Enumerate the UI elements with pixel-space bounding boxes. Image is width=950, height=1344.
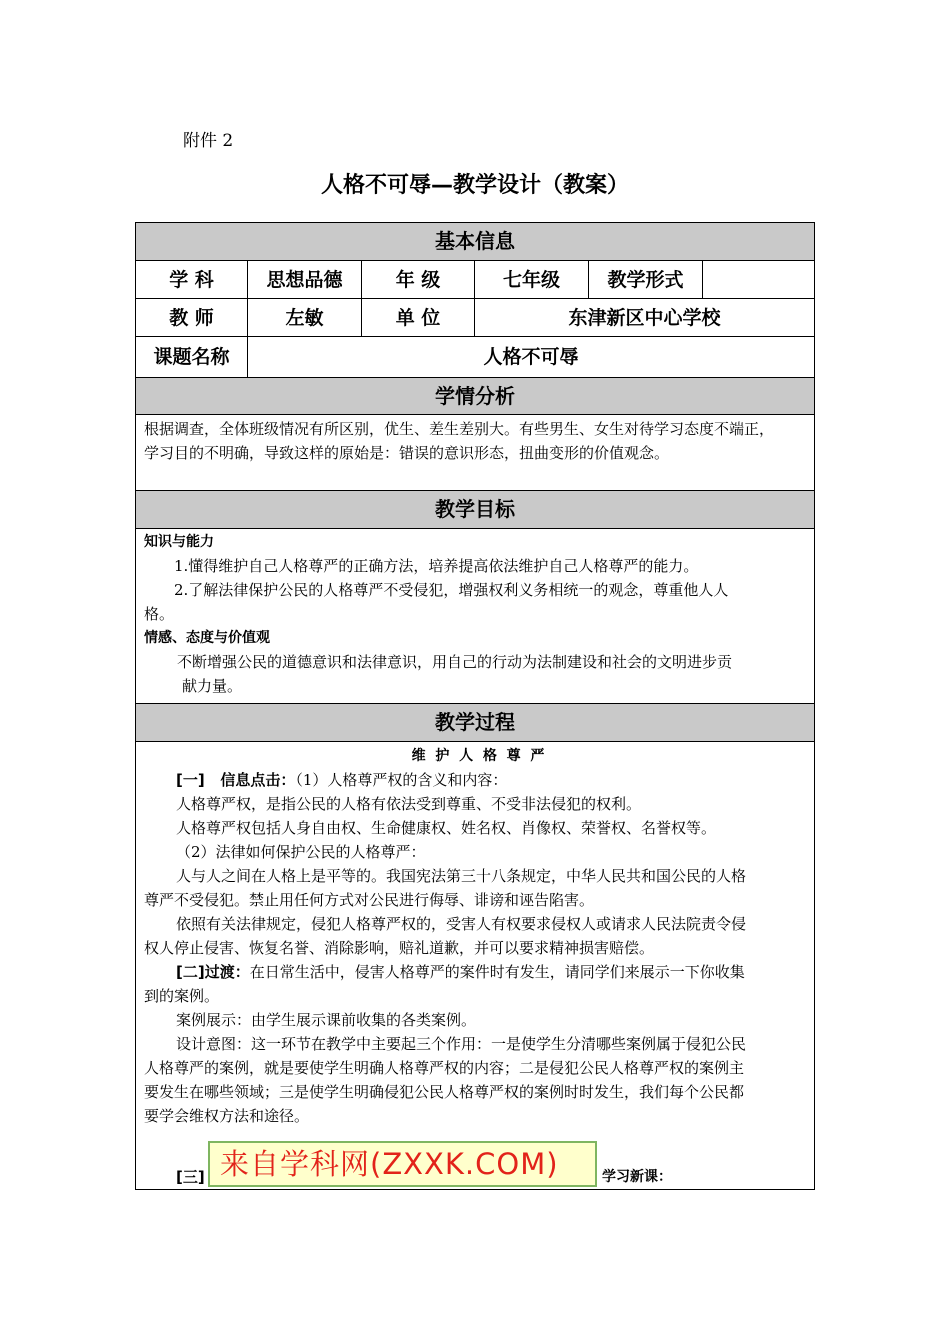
grade-value: 七年级 bbox=[502, 269, 560, 291]
teacher-label: 教 师 bbox=[169, 307, 214, 329]
watermark-logo: 来自学科网(ZXXK.COM) bbox=[208, 1141, 597, 1187]
topic-value: 人格不可辱 bbox=[483, 346, 579, 368]
topic-label: 课题名称 bbox=[153, 346, 230, 368]
goal-item-continued: 献力量。 bbox=[182, 677, 243, 695]
section-teaching-goals: 教学目标 bbox=[136, 490, 814, 529]
section-teaching-process: 教学过程 bbox=[136, 703, 814, 742]
step-three-label: [三] bbox=[176, 1168, 205, 1186]
process-paragraph: （2）法律如何保护公民的人格尊严： bbox=[176, 843, 426, 861]
step-one-text: （1）人格尊严权的含义和内容： bbox=[295, 771, 508, 789]
col-divider bbox=[588, 261, 589, 299]
process-paragraph-continued: 权人停止侵害、恢复名誉、消除影响，赔礼道歉，并可以要求精神损害赔偿。 bbox=[144, 939, 655, 957]
goal-item: 1.懂得维护自己人格尊严的正确方法，培养提高依法维护自己人格尊严的能力。 bbox=[174, 557, 699, 575]
process-text bbox=[144, 744, 812, 1128]
teaching-form-value bbox=[703, 261, 814, 299]
step-two-text: 在日常生活中，侵害人格尊严的案件时有发生，请同学们来展示一下你收集 bbox=[249, 963, 745, 981]
subject-label: 学 科 bbox=[169, 269, 214, 291]
teaching-form-label: 教学形式 bbox=[607, 269, 684, 291]
attachment-label: 附件 2 bbox=[183, 131, 234, 151]
step-three-tail: 学习新课： bbox=[602, 1169, 672, 1185]
unit-value: 东津新区中心学校 bbox=[568, 307, 721, 329]
goals-text bbox=[144, 530, 812, 698]
analysis-text bbox=[144, 417, 814, 465]
col-divider bbox=[361, 261, 362, 337]
analysis-line: 根据调查，全体班级情况有所区别，优生、差生差别大。有些男生、女生对待学习态度不端正， bbox=[144, 420, 775, 438]
process-paragraph: 人格尊严权包括人身自由权、生命健康权、姓名权、肖像权、荣誉权、名誉权等。 bbox=[176, 819, 717, 837]
goal-item-continued: 格。 bbox=[144, 605, 175, 623]
process-paragraph: 依照有关法律规定，侵犯人格尊严权的，受害人有权要求侵权人或请求人民法院责令侵 bbox=[176, 915, 747, 933]
emotion-heading: 情感、态度与价值观 bbox=[144, 630, 270, 646]
section-basic-info: 基本信息 bbox=[136, 223, 814, 261]
lesson-plan-table bbox=[135, 222, 815, 1190]
process-paragraph-continued: 要发生在哪些领域；三是使学生明确侵犯公民人格尊严权的案例时时发生，我们每个公民都 bbox=[144, 1083, 745, 1101]
step-one-label: [一] 信息点击： bbox=[176, 771, 296, 789]
process-paragraph-continued: 要学会维权方法和途径。 bbox=[144, 1107, 310, 1125]
unit-label: 单 位 bbox=[395, 307, 441, 329]
process-paragraph: 人与人之间在人格上是平等的。我国宪法第三十八条规定，中华人民共和国公民的人格 bbox=[176, 867, 747, 885]
process-paragraph: 案例展示：由学生展示课前收集的各类案例。 bbox=[176, 1011, 477, 1029]
knowledge-heading: 知识与能力 bbox=[144, 534, 214, 550]
process-paragraph: 设计意图：这一环节在教学中主要起三个作用：一是使学生分清哪些案例属于侵犯公民 bbox=[176, 1035, 747, 1053]
analysis-line: 学习目的不明确，导致这样的原始是：错误的意识形态，扭曲变形的价值观念。 bbox=[144, 444, 670, 462]
subject-value: 思想品德 bbox=[266, 269, 343, 291]
section-student-analysis: 学情分析 bbox=[136, 377, 814, 415]
process-paragraph: 人格尊严权，是指公民的人格有依法受到尊重、不受非法侵犯的权利。 bbox=[176, 795, 642, 813]
goal-item: 2.了解法律保护公民的人格尊严不受侵犯，增强权利义务相统一的观念，尊重他人人 bbox=[174, 581, 729, 599]
col-divider bbox=[702, 261, 703, 299]
grade-label: 年 级 bbox=[395, 269, 441, 291]
col-divider bbox=[474, 261, 475, 337]
document-title: 人格不可辱—教学设计（教案） bbox=[320, 173, 629, 198]
process-paragraph-continued: 尊严不受侵犯。禁止用任何方式对公民进行侮辱、诽谤和诬告陷害。 bbox=[144, 891, 595, 909]
process-paragraph-continued: 人格尊严的案例，就是要使学生明确人格尊严权的内容；二是侵犯公民人格尊严权的案例主 bbox=[144, 1059, 745, 1077]
teacher-value: 左敏 bbox=[285, 307, 324, 329]
col-divider bbox=[247, 261, 248, 377]
goal-item: 不断增强公民的道德意识和法律意识，用自己的行动为法制建设和社会的文明进步贡 bbox=[177, 653, 733, 671]
step-two-label: [二]过渡： bbox=[176, 963, 250, 981]
process-paragraph-continued: 到的案例。 bbox=[144, 987, 220, 1005]
process-subtitle: 维 护 人 格 尊 严 bbox=[411, 748, 545, 764]
